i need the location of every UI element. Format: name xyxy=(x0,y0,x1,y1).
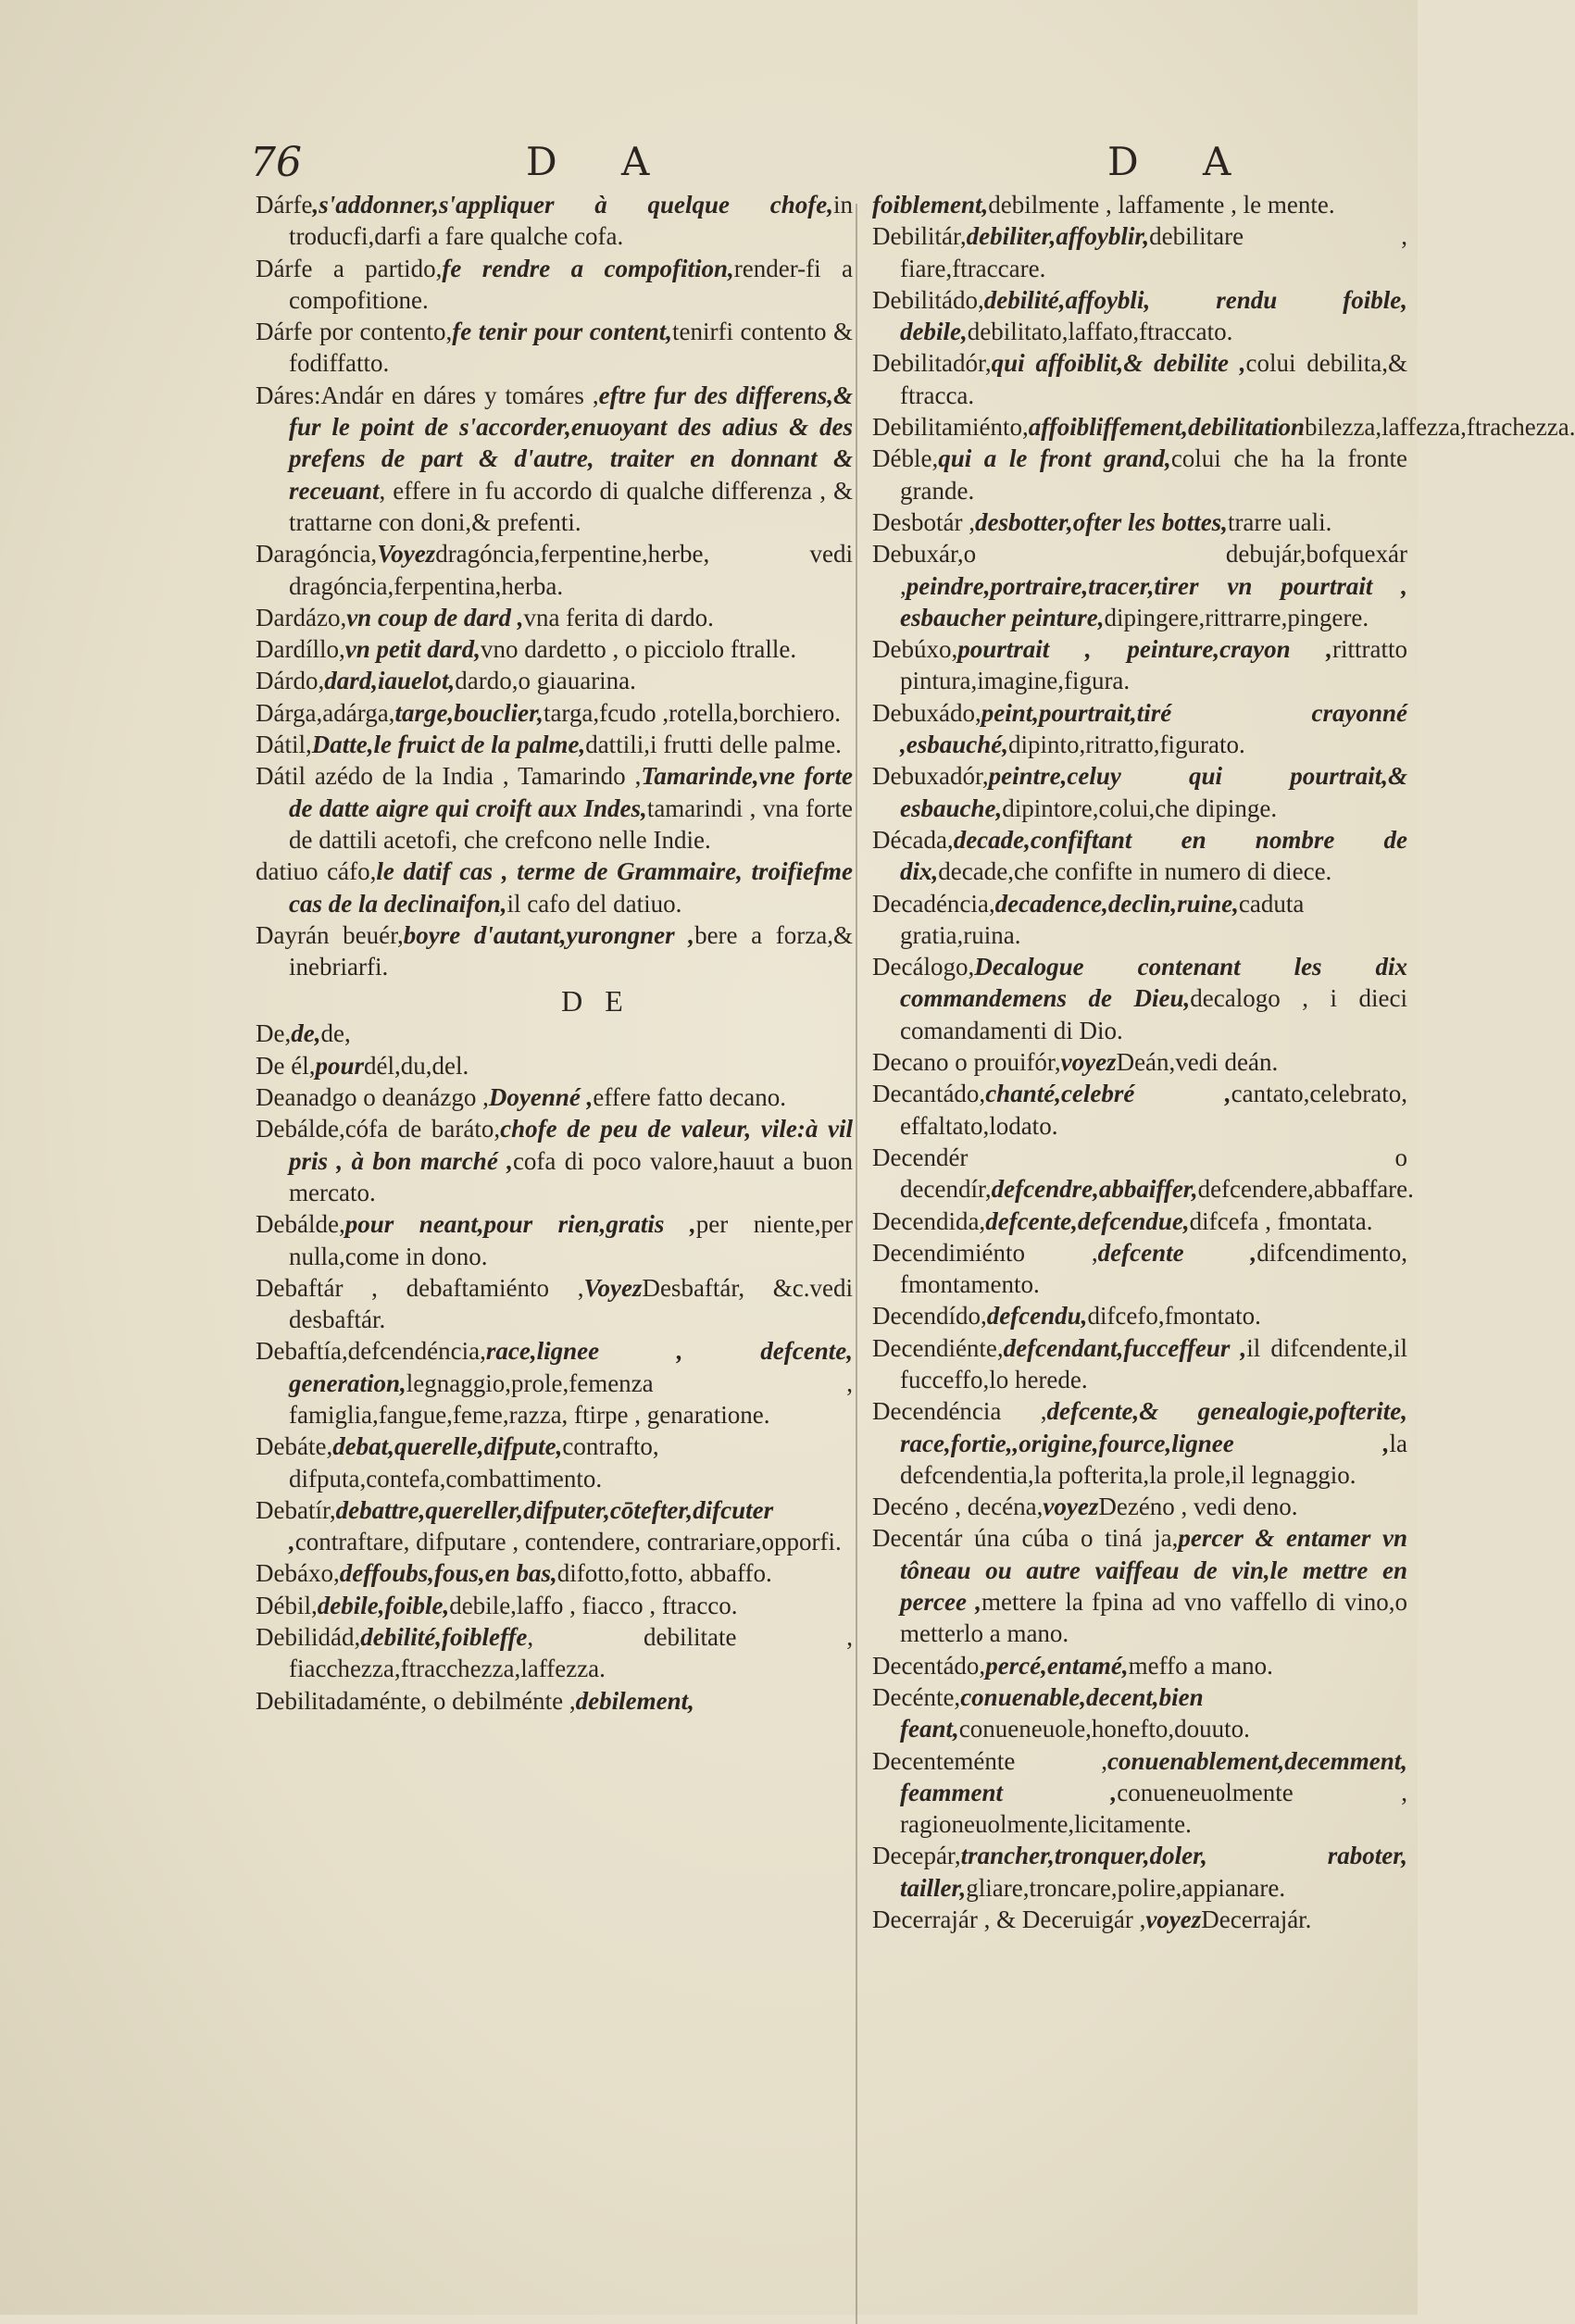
spanish-headword: Debilidád, xyxy=(256,1623,361,1652)
page-number: 76 xyxy=(250,139,302,186)
dictionary-entry xyxy=(872,1078,1407,1142)
dictionary-entry xyxy=(256,856,853,919)
dictionary-entry xyxy=(256,729,853,760)
spanish-headword: Decenteménte , xyxy=(872,1746,1108,1775)
italian-gloss: debile,laffo , fiacco , ftracco. xyxy=(449,1591,738,1619)
italian-gloss: conueneuole,honefto,douuto. xyxy=(958,1715,1250,1743)
dictionary-entry xyxy=(256,633,853,665)
french-gloss: desbotter,ofter les bottes, xyxy=(974,507,1228,536)
spanish-headword: Dáres:Andár en dáres y tomáres , xyxy=(256,381,599,409)
french-gloss: Tamarinde,vne forte de datte aigre qui croift aux Indes, xyxy=(289,762,853,822)
french-gloss: pourtrait , peinture,crayon , xyxy=(957,635,1333,664)
italian-gloss: caduta gratia,ruina. xyxy=(900,889,1305,949)
dictionary-entry xyxy=(872,189,1407,220)
dictionary-entry xyxy=(872,1681,1407,1745)
italian-gloss: debilitato,laffato,ftraccato. xyxy=(967,318,1233,346)
dictionary-entry xyxy=(256,1590,853,1621)
dictionary-entry xyxy=(872,1142,1414,1206)
french-gloss: debilité,foibleffe xyxy=(360,1623,528,1652)
spanish-headword: Decendimiénto , xyxy=(872,1238,1098,1267)
spanish-headword: Dátil azédo de la India , Tamarindo , xyxy=(256,762,642,791)
french-gloss: decade,confiftant en nombre de dix, xyxy=(900,825,1407,886)
italian-gloss: difotto,fotto, abbaffo. xyxy=(556,1559,772,1588)
french-gloss: vn petit dard, xyxy=(344,635,481,664)
dictionary-entry xyxy=(256,1081,853,1113)
italian-gloss: decalogo , i dieci comandamenti di Dio. xyxy=(900,984,1407,1044)
italian-gloss: , debilitate , fiacchezza,ftracchezza,laffezza. xyxy=(289,1623,853,1683)
dictionary-entry xyxy=(256,919,853,983)
french-gloss: defcendu, xyxy=(986,1302,1088,1331)
spanish-headword: Decadéncia, xyxy=(872,889,995,918)
italian-gloss: Deán,vedi deán. xyxy=(1116,1048,1279,1077)
french-gloss: boyre d'autant,yurongner , xyxy=(403,920,695,949)
italian-gloss: , effere in fu accordo di qualche differenza , & trattarne con doni,& prefenti. xyxy=(289,476,853,536)
french-gloss: Voyez xyxy=(377,540,436,569)
spanish-headword: Debuxadór, xyxy=(872,762,989,791)
italian-gloss: debilitare , fiare,ftraccare. xyxy=(900,222,1407,282)
italian-gloss: targa,fcudo ,rotella,borchiero. xyxy=(543,698,842,727)
dictionary-entry xyxy=(256,697,853,729)
italian-gloss: contrafto, difputa,contefa,combattimento. xyxy=(289,1432,659,1493)
dictionary-entry xyxy=(872,633,1407,697)
spanish-headword: Desbotár , xyxy=(872,507,975,536)
spanish-headword: De él, xyxy=(256,1051,316,1080)
spanish-headword: Debilitár, xyxy=(872,222,967,251)
italian-gloss: Decerrajár. xyxy=(1201,1905,1312,1934)
italian-gloss: legnaggio,prole,femenza , famiglia,fangue,feme,razza, ftirpe , genaratione. xyxy=(289,1368,853,1429)
dictionary-entry xyxy=(872,1650,1407,1681)
italian-gloss: colui che ha la fronte grande. xyxy=(900,444,1407,505)
italian-gloss: conueneuolmente , ragioneuolmente,licitamente. xyxy=(900,1778,1407,1839)
french-gloss: foiblement, xyxy=(872,191,989,219)
dictionary-entry xyxy=(872,1522,1407,1649)
spanish-headword: Dárga,adárga, xyxy=(256,698,395,727)
french-gloss: debile,foible, xyxy=(317,1591,450,1619)
dictionary-entry xyxy=(256,1557,853,1589)
french-gloss: defcendre,abbaiffer, xyxy=(991,1175,1198,1204)
spanish-headword: Debilitamiénto, xyxy=(872,413,1029,442)
dictionary-entry xyxy=(872,1745,1407,1841)
dictionary-entry xyxy=(872,760,1407,824)
spanish-headword: Debúxo, xyxy=(872,635,958,664)
french-gloss: dard,iauelot, xyxy=(324,667,456,695)
spanish-headword: Debilitádo, xyxy=(872,285,984,314)
dictionary-entry xyxy=(256,1018,853,1049)
spanish-headword: Decantádo, xyxy=(872,1080,986,1108)
spanish-headword: Decentádo, xyxy=(872,1651,986,1680)
spanish-headword: Déble, xyxy=(872,444,939,473)
dictionary-entry xyxy=(256,1494,853,1558)
italian-gloss: dipinto,ritratto,figurato. xyxy=(1008,731,1245,759)
french-gloss: defcente , xyxy=(1097,1238,1257,1267)
spanish-headword: Decálogo, xyxy=(872,953,975,981)
italian-gloss: tamarindi , vna forte de dattili acetofi, che crefcono nelle Indie. xyxy=(289,793,854,854)
dictionary-entry xyxy=(256,1431,853,1494)
spanish-headword: Decendéncia , xyxy=(872,1397,1047,1426)
french-gloss: fe tenir pour content, xyxy=(452,318,673,346)
dictionary-entry xyxy=(256,1685,853,1717)
dictionary-entry xyxy=(872,506,1407,538)
italian-gloss: tenirfi contento & fodiffatto. xyxy=(289,318,853,378)
french-gloss: defcente,& genealogie,pofterite, race,fortie,,origine,fource,lignee , xyxy=(900,1397,1408,1457)
spanish-headword: Dárfe xyxy=(256,191,313,219)
french-gloss: voyez xyxy=(1145,1905,1202,1934)
spanish-headword: Debáxo, xyxy=(256,1559,340,1588)
dictionary-entry xyxy=(872,347,1407,411)
french-gloss: peintre,celuy qui pourtrait,& esbauche, xyxy=(900,762,1407,822)
spanish-headword: Debáte, xyxy=(256,1432,333,1461)
running-head-left: D A xyxy=(526,139,676,184)
dictionary-entry xyxy=(256,1050,853,1081)
spanish-headword: Decendiénte, xyxy=(872,1333,1004,1362)
italian-gloss: de, xyxy=(320,1019,351,1048)
spanish-headword: Decendida, xyxy=(872,1206,986,1235)
spanish-headword: Debuxár,o debujár,bofquexár , xyxy=(872,540,1407,600)
italian-gloss: difcefo,fmontato. xyxy=(1087,1302,1261,1331)
italian-gloss: difcefa , fmontata. xyxy=(1189,1206,1373,1235)
spanish-headword: Debaftár , debaftamiénto , xyxy=(256,1273,584,1302)
spanish-headword: Debaftía,defcendéncia, xyxy=(256,1337,486,1366)
dictionary-entry xyxy=(872,220,1407,284)
french-gloss: de, xyxy=(291,1019,321,1048)
dictionary-entry xyxy=(256,380,853,538)
french-gloss: voyez xyxy=(1060,1048,1117,1077)
french-gloss: qui a le front grand, xyxy=(938,444,1171,473)
dictionary-entry xyxy=(872,411,1575,443)
french-gloss: race,lignee , defcente, generation, xyxy=(289,1337,853,1397)
dictionary-entry xyxy=(872,1395,1407,1491)
dictionary-entry xyxy=(256,602,853,633)
french-gloss: trancher,tronquer,doler, raboter, tailler, xyxy=(900,1842,1407,1902)
dictionary-entry xyxy=(872,888,1407,952)
italian-gloss: vna ferita di dardo. xyxy=(523,603,714,631)
spanish-headword: De, xyxy=(256,1019,292,1048)
dictionary-entry xyxy=(872,1300,1407,1331)
french-gloss: ,s'addonner,s'appliquer à quelque chofe, xyxy=(312,191,833,219)
dictionary-entry xyxy=(256,1335,853,1431)
french-gloss: debilité,affoybli, rendu foible, debile, xyxy=(900,285,1407,346)
left-column xyxy=(256,189,853,1717)
dictionary-entry xyxy=(872,951,1407,1046)
running-head-right: D A xyxy=(1107,139,1257,184)
italian-gloss: cofa di poco valore,hauut a buon mercato. xyxy=(289,1146,853,1206)
dictionary-entry xyxy=(872,824,1407,888)
spanish-headword: Decendér o decendír, xyxy=(872,1143,1407,1204)
french-gloss: eftre fur des differens,& fur le point de s'accorder,enuoyant des adius & des prefens de part & d'autre, traiter en donnant & receuant xyxy=(289,381,853,505)
italian-gloss: render-fi a compofitione. xyxy=(289,254,853,314)
spanish-headword: Decénte, xyxy=(872,1682,961,1711)
french-gloss: debat,querelle,difpute, xyxy=(332,1432,563,1461)
dictionary-entry xyxy=(872,1237,1407,1301)
spanish-headword: Decentár úna cúba o tiná ja, xyxy=(872,1524,1179,1553)
spanish-headword: Dardíllo, xyxy=(256,635,345,664)
french-gloss: pour xyxy=(315,1051,364,1080)
italian-gloss: Desbaftár, &c.vedi desbaftár. xyxy=(289,1273,853,1334)
dictionary-entry xyxy=(256,1113,853,1208)
spanish-headword: Decano o prouifór, xyxy=(872,1048,1061,1077)
italian-gloss: dipintore,colui,che dipinge. xyxy=(1002,793,1278,822)
spanish-headword: Decepár, xyxy=(872,1842,961,1870)
italian-gloss: defcendere,abbaffare. xyxy=(1197,1175,1414,1204)
dictionary-entry xyxy=(872,1491,1407,1522)
french-gloss: decadence,declin,ruine, xyxy=(994,889,1239,918)
spanish-headword: Dardázo, xyxy=(256,603,347,631)
french-gloss: fe rendre a compofition, xyxy=(442,254,734,282)
spanish-headword: Débil, xyxy=(256,1591,318,1619)
french-gloss: defcente,defcendue, xyxy=(985,1206,1190,1235)
italian-gloss: gliare,troncare,polire,appianare. xyxy=(966,1873,1286,1902)
italian-gloss: bere a forza,& inebriarfi. xyxy=(289,920,853,981)
spanish-headword: Debilitadaménte, o debilménte , xyxy=(256,1686,576,1715)
italian-gloss: effere fatto decano. xyxy=(593,1083,786,1112)
spanish-headword: Deanadgo o deanázgo , xyxy=(256,1083,489,1112)
italian-gloss: dél,du,del. xyxy=(364,1051,469,1080)
french-gloss: vn coup de dard , xyxy=(346,603,524,631)
french-gloss: voyez xyxy=(1043,1493,1099,1521)
french-gloss: defcendant,fucceffeur , xyxy=(1003,1333,1247,1362)
italian-gloss: debilmente , laffamente , le mente. xyxy=(988,191,1335,219)
french-gloss: debattre,quereller,difputer,cōtefter,difcuter , xyxy=(289,1495,774,1556)
french-gloss: peindre,portraire,tracer,tirer vn pourtrait , esbaucher peinture, xyxy=(900,571,1407,631)
dictionary-entry xyxy=(256,1272,853,1336)
dictionary-entry xyxy=(256,760,853,856)
dictionary-entry xyxy=(256,538,853,602)
italian-gloss: mettere la fpina ad vno vaffello di vino,o metterlo a mano. xyxy=(900,1588,1407,1648)
french-gloss: chofe de peu de valeur, vile:à vil pris , à bon marché , xyxy=(289,1115,853,1175)
spanish-headword: Década, xyxy=(872,825,954,854)
right-column xyxy=(872,189,1575,1935)
italian-gloss: dattili,i frutti delle palme. xyxy=(585,731,842,759)
section-heading: D E xyxy=(561,984,631,1018)
french-gloss: debiliter,affoyblir, xyxy=(966,222,1150,251)
spanish-headword: datiuo cáfo, xyxy=(256,857,377,886)
italian-gloss: dardo,o giauarina. xyxy=(455,667,636,695)
dictionary-entry xyxy=(872,1206,1407,1237)
french-gloss: Decalogue contenant les dix commandemens de Dieu, xyxy=(900,953,1407,1013)
french-gloss: conuenablement,decemment, feamment , xyxy=(900,1746,1407,1806)
spanish-headword: Dárdo, xyxy=(256,667,325,695)
spanish-headword: Decerrajár , & Deceruigár , xyxy=(872,1905,1146,1934)
italian-gloss: meffo a mano. xyxy=(1128,1651,1273,1680)
italian-gloss: bilezza,laffezza,ftrachezza. xyxy=(1304,413,1575,442)
spanish-headword: Decéno , decéna, xyxy=(872,1493,1044,1521)
italian-gloss: trarre uali. xyxy=(1227,507,1332,536)
dictionary-entry xyxy=(872,1046,1407,1078)
french-gloss: Voyez xyxy=(583,1273,643,1302)
italian-gloss: cantato,celebrato, effaltato,lodato. xyxy=(900,1080,1407,1140)
dictionary-entry xyxy=(256,189,853,253)
italian-gloss: decade,che confifte in numero di diece. xyxy=(938,857,1332,886)
italian-gloss: Dezéno , vedi deno. xyxy=(1098,1493,1298,1521)
spanish-headword: Debatír, xyxy=(256,1495,336,1524)
french-gloss: pour neant,pour rien,gratis , xyxy=(344,1210,696,1239)
italian-gloss: per niente,per nulla,come in dono. xyxy=(289,1210,854,1270)
spanish-headword: Debilitadór, xyxy=(872,349,992,378)
dictionary-entry xyxy=(256,316,853,380)
french-gloss: targe,bouclier, xyxy=(394,698,544,727)
italian-gloss: rittratto pintura,imagine,figura. xyxy=(900,635,1407,695)
dictionary-entry xyxy=(256,665,853,696)
french-gloss: Datte,le fruict de la palme, xyxy=(311,731,586,759)
french-gloss: peint,pourtrait,tiré crayonné ,esbauché, xyxy=(900,698,1407,759)
spanish-headword: Debuxádo, xyxy=(872,698,981,727)
italian-gloss: colui debilita,& ftracca. xyxy=(900,349,1407,409)
spanish-headword: Dárfe por contento, xyxy=(256,318,453,346)
spanish-headword: Debálde,cófa de baráto, xyxy=(256,1115,501,1143)
spanish-headword: Daragóncia, xyxy=(256,540,378,569)
spanish-headword: Dárfe a partido, xyxy=(256,254,443,282)
dictionary-entry xyxy=(872,443,1407,506)
italian-gloss: il cafo del datiuo. xyxy=(506,889,682,918)
italian-gloss: vno dardetto , o picciolo ftralle. xyxy=(480,635,797,664)
french-gloss: percé,entamé, xyxy=(985,1651,1129,1680)
italian-gloss: il difcendente,il fucceffo,lo herede. xyxy=(900,1333,1408,1393)
dictionary-entry xyxy=(872,284,1407,348)
french-gloss: conuenable,decent,bien feant, xyxy=(900,1682,1204,1743)
dictionary-entry xyxy=(256,1621,853,1685)
spanish-headword: Dátil, xyxy=(256,731,312,759)
french-gloss: le datif cas , terme de Grammaire, troifiefme cas de la declinaifon, xyxy=(289,857,853,918)
italian-gloss: la defcendentia,la pofterita,la prole,il legnaggio. xyxy=(900,1429,1407,1489)
dictionary-entry xyxy=(256,253,853,317)
column-divider xyxy=(856,204,857,2324)
french-gloss: deffoubs,fous,en bas, xyxy=(339,1559,557,1588)
dictionary-entry xyxy=(872,1840,1407,1904)
french-gloss: chanté,celebré , xyxy=(985,1080,1231,1108)
dictionary-entry xyxy=(872,538,1407,633)
french-gloss: debilement, xyxy=(575,1686,694,1715)
italian-gloss: dragóncia,ferpentine,herbe, vedi dragóncia,ferpentina,herba. xyxy=(289,540,853,600)
spanish-headword: Dayrán beuér, xyxy=(256,920,404,949)
dictionary-entry xyxy=(872,697,1407,761)
french-gloss: qui affoiblit,& debilite , xyxy=(991,349,1246,378)
dictionary-entry xyxy=(872,1332,1407,1396)
italian-gloss: in troducfi,darfi a fare qualche cofa. xyxy=(289,191,853,251)
french-gloss: affoibliffement,debilitation xyxy=(1028,413,1305,442)
italian-gloss: contraftare, difputare , contendere, contrariare,opporfi. xyxy=(294,1528,842,1556)
french-gloss: Doyenné , xyxy=(488,1083,594,1112)
dictionary-entry xyxy=(872,1904,1407,1935)
spanish-headword: Decendído, xyxy=(872,1302,987,1331)
italian-gloss: difcendimento, fmontamento. xyxy=(900,1238,1407,1299)
spanish-headword: Debálde, xyxy=(256,1210,345,1239)
french-gloss: percer & entamer vn tôneau ou autre vaiffeau de vin,le mettre en percee , xyxy=(900,1524,1407,1617)
dictionary-entry xyxy=(256,1208,853,1272)
italian-gloss: dipingere,rittrarre,pingere. xyxy=(1104,603,1369,631)
